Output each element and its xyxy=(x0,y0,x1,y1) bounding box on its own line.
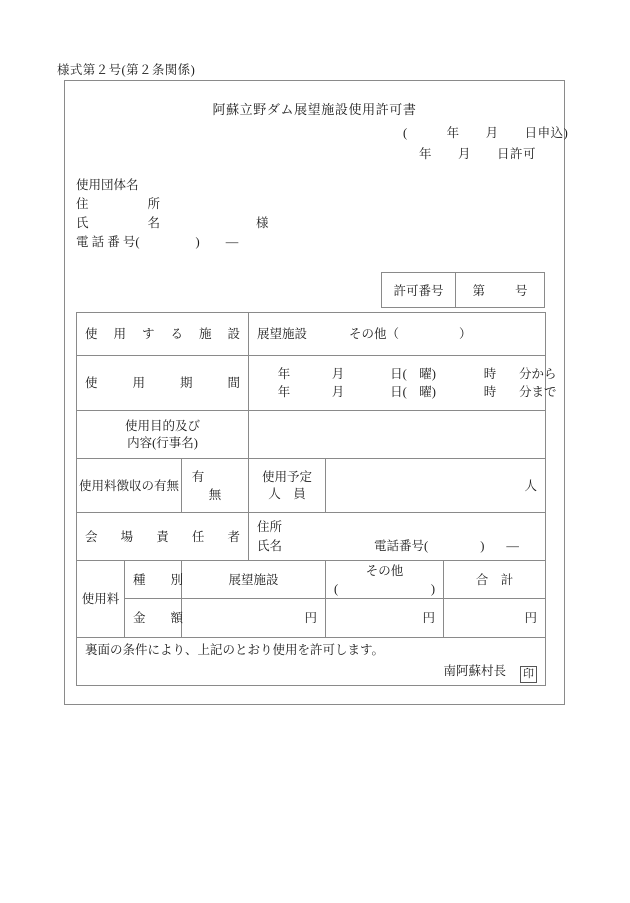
period-end-minute: 分まで xyxy=(519,385,557,399)
purpose-label-line2: 内容(行事名) xyxy=(127,435,198,450)
main-form-table xyxy=(76,312,557,686)
facility-options xyxy=(249,313,546,356)
application-date-line: ( 年 月 日申込) xyxy=(403,126,569,140)
table-row-fee-type xyxy=(77,561,546,599)
permission-date-line: 年 月 日許可 xyxy=(419,147,537,161)
headcount-label xyxy=(249,459,326,513)
period-start-year: 年 xyxy=(277,367,291,381)
fees-col-total: 合 計 xyxy=(444,561,546,599)
period-end-month: 月 xyxy=(331,385,345,399)
period-end-year: 年 xyxy=(277,385,291,399)
fees-col-facility: 展望施設 xyxy=(182,561,326,599)
period-value xyxy=(249,356,557,411)
permit-number-suffix: 号 xyxy=(515,284,528,298)
fees-amount-other-cell[interactable] xyxy=(326,599,444,638)
purpose-label xyxy=(77,411,249,459)
responsible-address-line xyxy=(257,518,537,537)
period-line-start xyxy=(257,365,557,383)
responsible-phone xyxy=(374,537,519,556)
permit-number-box xyxy=(381,272,545,308)
responsible-label: 会場責任者 xyxy=(77,513,249,561)
fees-type-label: 種 別 xyxy=(125,561,182,599)
fees-amount-total-cell[interactable] xyxy=(444,599,546,638)
period-end-hour: 時 xyxy=(483,385,497,399)
seal-icon: 印 xyxy=(520,666,537,683)
responsible-name-label: 氏名 xyxy=(257,538,283,553)
applicant-group-label: 使用団体名 xyxy=(76,178,139,192)
fees-unit-total: 円 xyxy=(524,611,538,625)
fee-collection-no[interactable]: 無 xyxy=(208,487,222,502)
table-row-fee-amount xyxy=(77,599,546,638)
footer-statement: 裏面の条件により、上記のとおり使用を許可します。 xyxy=(85,643,385,657)
applicant-name-label: 氏 名 xyxy=(76,216,160,230)
permit-number-value xyxy=(456,273,544,307)
facility-option-other: その他（ xyxy=(349,327,400,341)
period-label: 使用期間 xyxy=(77,356,249,411)
fees-amount-label: 金 額 xyxy=(125,599,182,638)
table-row-facility xyxy=(77,313,546,356)
applicant-phone-dash: ― xyxy=(225,235,239,249)
applicant-block xyxy=(76,176,269,252)
permit-number-prefix: 第 xyxy=(472,284,485,298)
facility-label: 使用する施設 xyxy=(77,313,249,356)
table-row-responsible xyxy=(77,513,546,561)
applicant-phone-label: 電 話 番 号( xyxy=(76,235,140,249)
purpose-value[interactable] xyxy=(249,411,546,459)
responsible-phone-label: 電話番号( xyxy=(374,538,429,553)
facility-option-other-close: ） xyxy=(459,327,472,341)
fees-label: 使用料 xyxy=(77,561,125,638)
fees-unit-other: 円 xyxy=(422,611,435,625)
applicant-address-label: 住 所 xyxy=(76,197,160,211)
period-start-day: 日( 曜) xyxy=(390,367,436,381)
headcount-label-line2: 人 員 xyxy=(268,486,306,501)
applicant-phone-row xyxy=(76,233,269,252)
fees-col-other-label: その他 xyxy=(365,563,404,578)
fee-collection-yes[interactable]: 有 xyxy=(191,469,205,484)
table-row-footer xyxy=(77,638,546,686)
fees-amount-facility-cell[interactable] xyxy=(182,599,326,638)
footer-signer: 南阿蘇村長 xyxy=(443,664,507,678)
applicant-address-row xyxy=(76,195,269,214)
purpose-label-line1: 使用目的及び xyxy=(124,418,200,433)
fees-col-other xyxy=(326,561,444,599)
applicant-phone-paren-close: ) xyxy=(195,235,200,249)
headcount-value-cell[interactable] xyxy=(326,459,546,513)
fees-col-other-open: ( xyxy=(334,581,339,596)
period-end-day: 日( 曜) xyxy=(390,385,436,399)
footer-cell xyxy=(77,638,546,686)
headcount-label-line1: 使用予定 xyxy=(261,469,312,484)
fees-col-other-close: ) xyxy=(430,581,435,596)
table-row-fee-collection xyxy=(77,459,546,513)
fee-collection-options xyxy=(182,459,249,513)
responsible-address-label: 住所 xyxy=(257,519,283,534)
headcount-unit: 人 xyxy=(524,478,538,493)
applicant-name-suffix: 様 xyxy=(256,216,269,230)
facility-options-line xyxy=(257,327,472,341)
document-title: 阿蘇立野ダム展望施設使用許可書 xyxy=(212,102,417,117)
table-row-purpose xyxy=(77,411,546,459)
responsible-phone-paren-close: ) xyxy=(480,538,485,553)
permit-number-label: 許可番号 xyxy=(382,273,456,307)
facility-option-main: 展望施設 xyxy=(257,327,308,341)
applicant-group-row xyxy=(76,176,269,195)
period-start-hour: 時 xyxy=(483,367,497,381)
table-row-period xyxy=(77,356,546,411)
form-number: 様式第２号(第２条関係) xyxy=(57,63,196,77)
fee-collection-label: 使用料徴収の有無 xyxy=(77,459,182,513)
period-line-end xyxy=(257,383,557,401)
applicant-name-row xyxy=(76,214,269,233)
responsible-phone-dash: ― xyxy=(506,538,519,553)
responsible-name-line xyxy=(257,537,537,556)
period-start-month: 月 xyxy=(331,367,345,381)
responsible-value xyxy=(249,513,546,561)
period-start-minute: 分から xyxy=(519,367,557,381)
fees-unit-facility: 円 xyxy=(304,611,317,625)
footer-signature xyxy=(85,660,537,683)
